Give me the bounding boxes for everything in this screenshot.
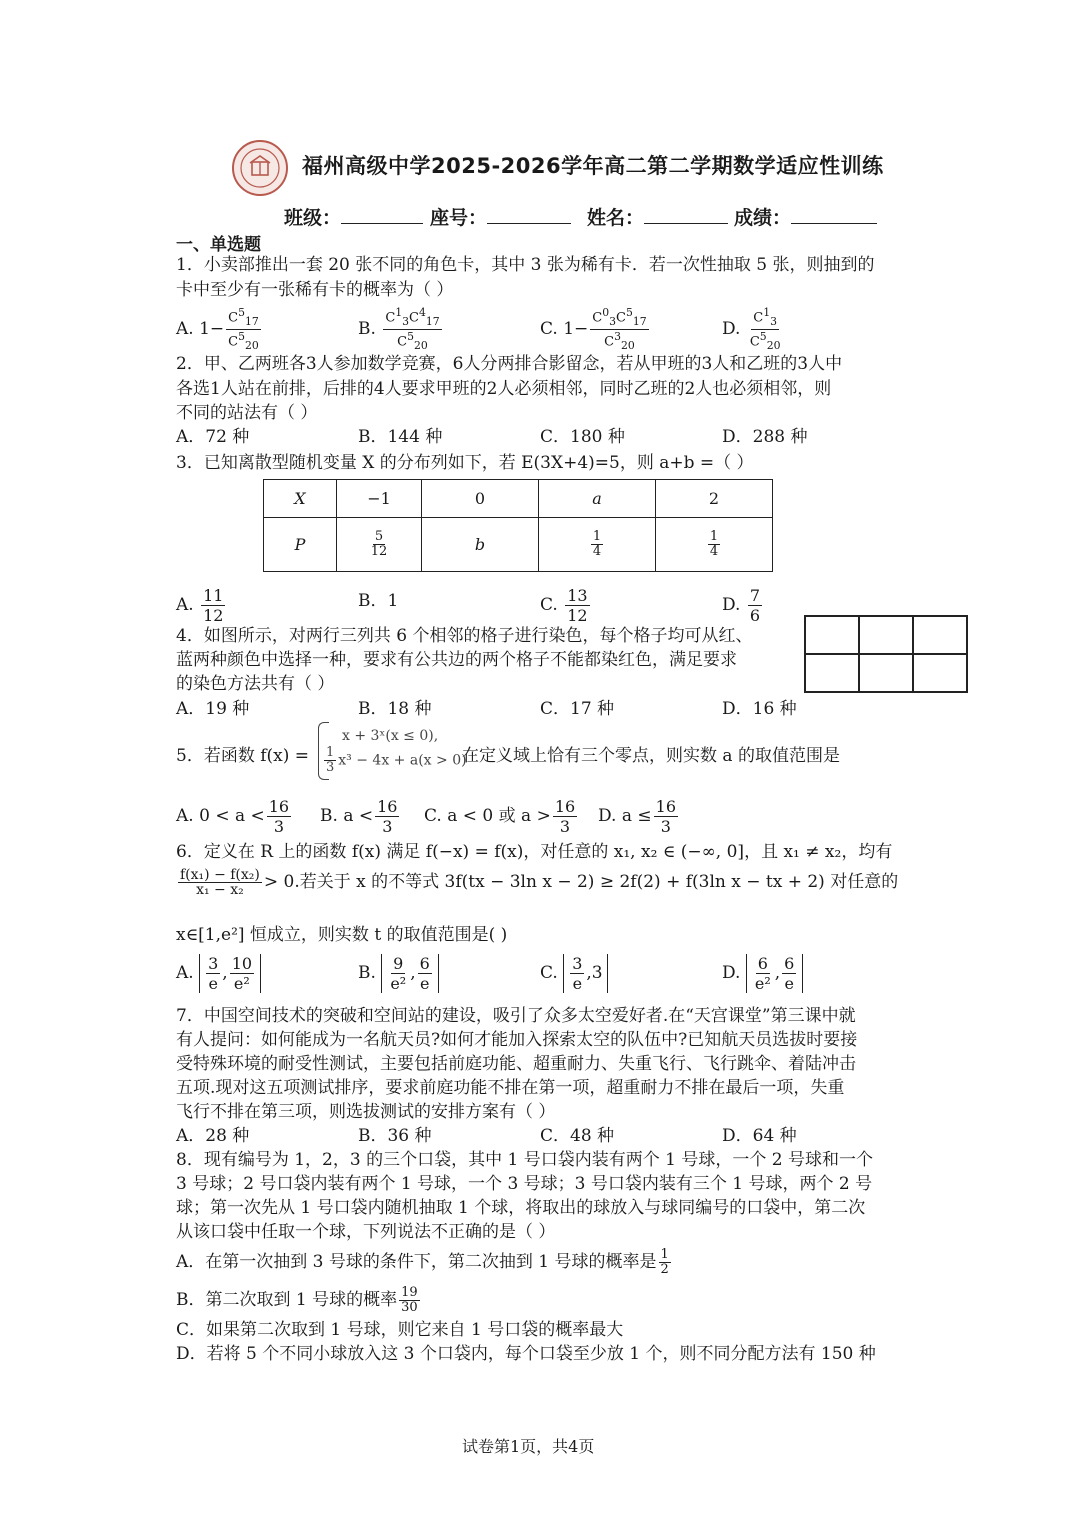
q2-line3: 不同的站法有（ ）	[176, 403, 318, 423]
q1-option-d[interactable]: D. $\frac{C^1_3}{C^5_{20}}$	[722, 306, 781, 352]
q7-option-a[interactable]: A．28 种	[176, 1126, 250, 1146]
school-logo	[232, 140, 288, 196]
q7-option-b[interactable]: B．36 种	[358, 1126, 432, 1146]
seat-blank[interactable]	[487, 205, 571, 224]
coloring-grid	[804, 615, 968, 693]
q6-frac-num: f(x₁) − f(x₂)	[180, 867, 260, 883]
class-blank[interactable]	[341, 205, 423, 224]
score-field	[734, 203, 877, 230]
page-footer: 试卷第1页，共4页	[462, 1437, 595, 1456]
q5-d-text: a ≤	[621, 806, 652, 826]
q2-option-a[interactable]: A．72 种	[176, 427, 250, 447]
q3-line1: 3．已知离散型随机变量 X 的分布列如下，若 E(3X+4)=5，则 a+b =（ ）	[176, 453, 754, 473]
q5-b-text: a <	[343, 806, 374, 826]
q8-option-b[interactable]: B．第二次取到 1 号球的概率 $\frac{19}{30}$	[176, 1285, 418, 1315]
seat-field	[430, 203, 571, 230]
q1-line1: 1．小卖部推出一套 20 张不同的角色卡，其中 3 张为稀有卡．若一次性抽取 5 张，则抽到的	[176, 255, 875, 275]
q5-c-text: a < 0 或 a >	[447, 806, 551, 826]
q6-b-label: B.	[358, 963, 376, 983]
q8-a-text: A．在第一次抽到 3 号球的条件下，第二次抽到 1 号球的概率是	[176, 1252, 657, 1272]
table-row	[264, 480, 773, 518]
q4-line1: 4．如图所示，对两行三列共 6 个相邻的格子进行染色，每个格子均可从红、	[176, 626, 753, 646]
q4-option-c[interactable]: C．17 种	[540, 699, 615, 719]
q5-option-b[interactable]: B. a < $\frac{16}{3}$	[320, 797, 398, 836]
q1-option-a[interactable]: A. 1− $\frac{C^5_{17}}{C^5_{20}}$	[176, 306, 259, 352]
q1-c-label: C.	[540, 318, 558, 339]
table-cell: a	[539, 480, 656, 518]
q3-c-label: C.	[540, 595, 558, 615]
q4-option-b[interactable]: B．18 种	[358, 699, 432, 719]
q6-c-label: C.	[540, 963, 558, 983]
name-label: 姓名：	[587, 207, 645, 229]
q4-line2: 蓝两种颜色中选择一种，要求有公共边的两个格子不能都染红色，满足要求	[176, 650, 737, 670]
grid-cell	[805, 616, 859, 654]
q6-line2	[176, 868, 898, 897]
q2-option-d[interactable]: D．288 种	[722, 427, 808, 447]
q1-option-c[interactable]: C. 1− $\frac{C^0_3C^5_{17}}{C^3_{20}}$	[540, 306, 647, 352]
table-cell: X	[264, 480, 337, 518]
section-title: 一、单选题	[176, 235, 261, 255]
q6-line3: x∈[1,e²] 恒成立，则实数 t 的取值范围是( )	[176, 925, 508, 945]
q6-option-b[interactable]: B. $\frac{9}{\text{e²}}$ , $\frac{6}{e}$	[358, 954, 439, 993]
q7-option-d[interactable]: D．64 种	[722, 1126, 797, 1146]
q3-option-a[interactable]: A. $\frac{11}{12}$	[176, 586, 224, 625]
q2-option-c[interactable]: C．180 种	[540, 427, 625, 447]
q5-c-label: C.	[424, 806, 442, 826]
q8-line4: 从该口袋中任取一个球，下列说法不正确的是（ ）	[176, 1222, 556, 1242]
q6-frac-den: x₁ − x₂	[196, 882, 244, 898]
table-cell: $\frac{1}{4}$	[656, 518, 773, 572]
q2-option-b[interactable]: B．144 种	[358, 427, 443, 447]
table-cell: P	[264, 518, 337, 572]
score-label: 成绩：	[734, 207, 792, 229]
q3-option-b[interactable]: B．1	[358, 591, 399, 611]
class-label: 班级：	[284, 207, 342, 229]
q7-line5: 飞行不排在第三项，则选拔测试的安排方案有（ ）	[176, 1102, 556, 1122]
q7-line1: 7．中国空间技术的突破和空间站的建设，吸引了众多太空爱好者.在“天宫课堂”第三课中就	[176, 1006, 856, 1026]
q1-b-label: B.	[358, 318, 376, 339]
q8-line3: 球；第一次先从 1 号口袋内随机抽取 1 个球，将取出的球放入与球同编号的口袋中，第二次	[176, 1198, 866, 1218]
name-field	[587, 203, 728, 230]
q4-option-d[interactable]: D．16 种	[722, 699, 797, 719]
seat-label: 座号：	[430, 207, 488, 229]
q5-a-label: A.	[176, 806, 194, 826]
q6-a-label: A.	[176, 963, 194, 983]
q1-d-label: D.	[722, 318, 741, 339]
class-field	[284, 203, 423, 230]
q5-option-d[interactable]: D. a ≤ $\frac{16}{3}$	[598, 797, 676, 836]
q5-case1: x + 3ˣ(x ≤ 0),	[342, 728, 439, 744]
school-seal-icon	[238, 146, 282, 190]
q5-suffix: 在定义域上恰有三个零点，则实数 a 的取值范围是	[462, 746, 840, 766]
grid-cell	[913, 616, 967, 654]
table-cell: b	[422, 518, 539, 572]
distribution-table	[263, 479, 773, 572]
q5-option-c[interactable]: C. a < 0 或 a > $\frac{16}{3}$	[424, 797, 576, 836]
q6-option-a[interactable]: A. $\frac{3}{e}$ , $\frac{10}{\text{e²}}$	[176, 954, 261, 993]
table-row	[264, 518, 773, 572]
grid-row	[805, 616, 967, 654]
q8-line1: 8．现有编号为 1，2，3 的三个口袋，其中 1 号口袋内装有两个 1 号球，一个 2 号球和一个	[176, 1150, 873, 1170]
q1-line2: 卡中至少有一张稀有卡的概率为（ ）	[176, 280, 454, 300]
q1-a-label: A.	[176, 318, 194, 339]
table-cell: $\frac{1}{4}$	[539, 518, 656, 572]
q6-d-label: D.	[722, 963, 741, 983]
q6-line2-tail: > 0.若关于 x 的不等式 3f(tx − 3ln x − 2) ≥ 2f(2) + f(3ln x − tx + 2) 对任意的	[263, 872, 899, 892]
table-cell: $\frac{5}{12}$	[337, 518, 422, 572]
table-cell: 2	[656, 480, 773, 518]
q3-a-label: A.	[176, 595, 194, 615]
q5-case2: $\frac{1}{3}$ x³ − 4x + a(x > 0)	[326, 745, 467, 775]
grid-row	[805, 654, 967, 692]
q8-line2: 3 号球；2 号口袋内装有两个 1 号球，一个 3 号球；3 号口袋内装有三个 1 号球，两个 2 号	[176, 1174, 873, 1194]
name-blank[interactable]	[644, 205, 728, 224]
table-cell: −1	[337, 480, 422, 518]
q3-d-label: D.	[722, 595, 741, 615]
score-blank[interactable]	[791, 205, 877, 224]
q5-a-text: 0 < a <	[199, 806, 265, 826]
q8-option-a[interactable]: A．在第一次抽到 3 号球的条件下，第二次抽到 1 号球的概率是 $\frac{1}{2}$	[176, 1247, 669, 1277]
q2-line1: 2．甲、乙两班各3人参加数学竞赛，6人分两排合影留念，若从甲班的3人和乙班的3人中	[176, 354, 843, 374]
q7-line3: 受特殊环境的耐受性测试，主要包括前庭功能、超重耐力、失重飞行、飞行跳伞、着陆冲击	[176, 1054, 856, 1074]
q5-prefix: 5．若函数 f(x) =	[176, 746, 310, 766]
q7-line4: 五项.现对这五项测试排序，要求前庭功能不排在第一项，超重耐力不排在最后一项，失重	[176, 1078, 845, 1098]
q8-option-d[interactable]: D．若将 5 个不同小球放入这 3 个口袋内，每个口袋至少放 1 个，则不同分配方法有 150 种	[176, 1344, 876, 1364]
q6-line1: 6．定义在 R 上的函数 f(x) 满足 f(−x) = f(x)，对任意的 x₁, x₂ ∈ (−∞, 0]，且 x₁ ≠ x₂，均有	[176, 842, 893, 862]
q5-option-a[interactable]: A. 0 < a < $\frac{16}{3}$	[176, 797, 290, 836]
page-title: 福州高级中学2025-2026学年高二第二学期数学适应性训练	[302, 154, 884, 178]
q3-option-d[interactable]: D. $\frac{7}{6}$	[722, 586, 761, 625]
q2-line2: 各选1人站在前排，后排的4人要求甲班的2人必须相邻，同时乙班的2人也必须相邻，则	[176, 379, 832, 399]
q7-line2: 有人提问：如何能成为一名航天员?如何才能加入探索太空的队伍中?已知航天员选拔时要接	[176, 1030, 858, 1050]
q1-option-b[interactable]: B. $\frac{C^1_3C^4_{17}}{C^5_{20}}$	[358, 306, 440, 352]
grid-cell	[805, 654, 859, 692]
q6-option-d[interactable]: D. $\frac{6}{\text{e²}}$ , $\frac{6}{e}$	[722, 954, 803, 993]
q4-line3: 的染色方法共有（ ）	[176, 674, 335, 694]
q5-b-label: B.	[320, 806, 338, 826]
q8-option-c[interactable]: C．如果第二次取到 1 号球，则它来自 1 号口袋的概率最大	[176, 1320, 624, 1340]
q4-option-a[interactable]: A．19 种	[176, 699, 250, 719]
q8-b-text: B．第二次取到 1 号球的概率	[176, 1290, 398, 1310]
grid-cell	[859, 654, 913, 692]
q6-option-c[interactable]: C. $\frac{3}{e}$ ,3	[540, 954, 608, 993]
q5-case2-text: x³ − 4x + a(x > 0)	[338, 752, 467, 769]
grid-cell	[913, 654, 967, 692]
table-cell: 0	[422, 480, 539, 518]
grid-cell	[859, 616, 913, 654]
q7-option-c[interactable]: C．48 种	[540, 1126, 615, 1146]
q3-option-c[interactable]: C. $\frac{13}{12}$	[540, 586, 588, 625]
q5-d-label: D.	[598, 806, 617, 826]
